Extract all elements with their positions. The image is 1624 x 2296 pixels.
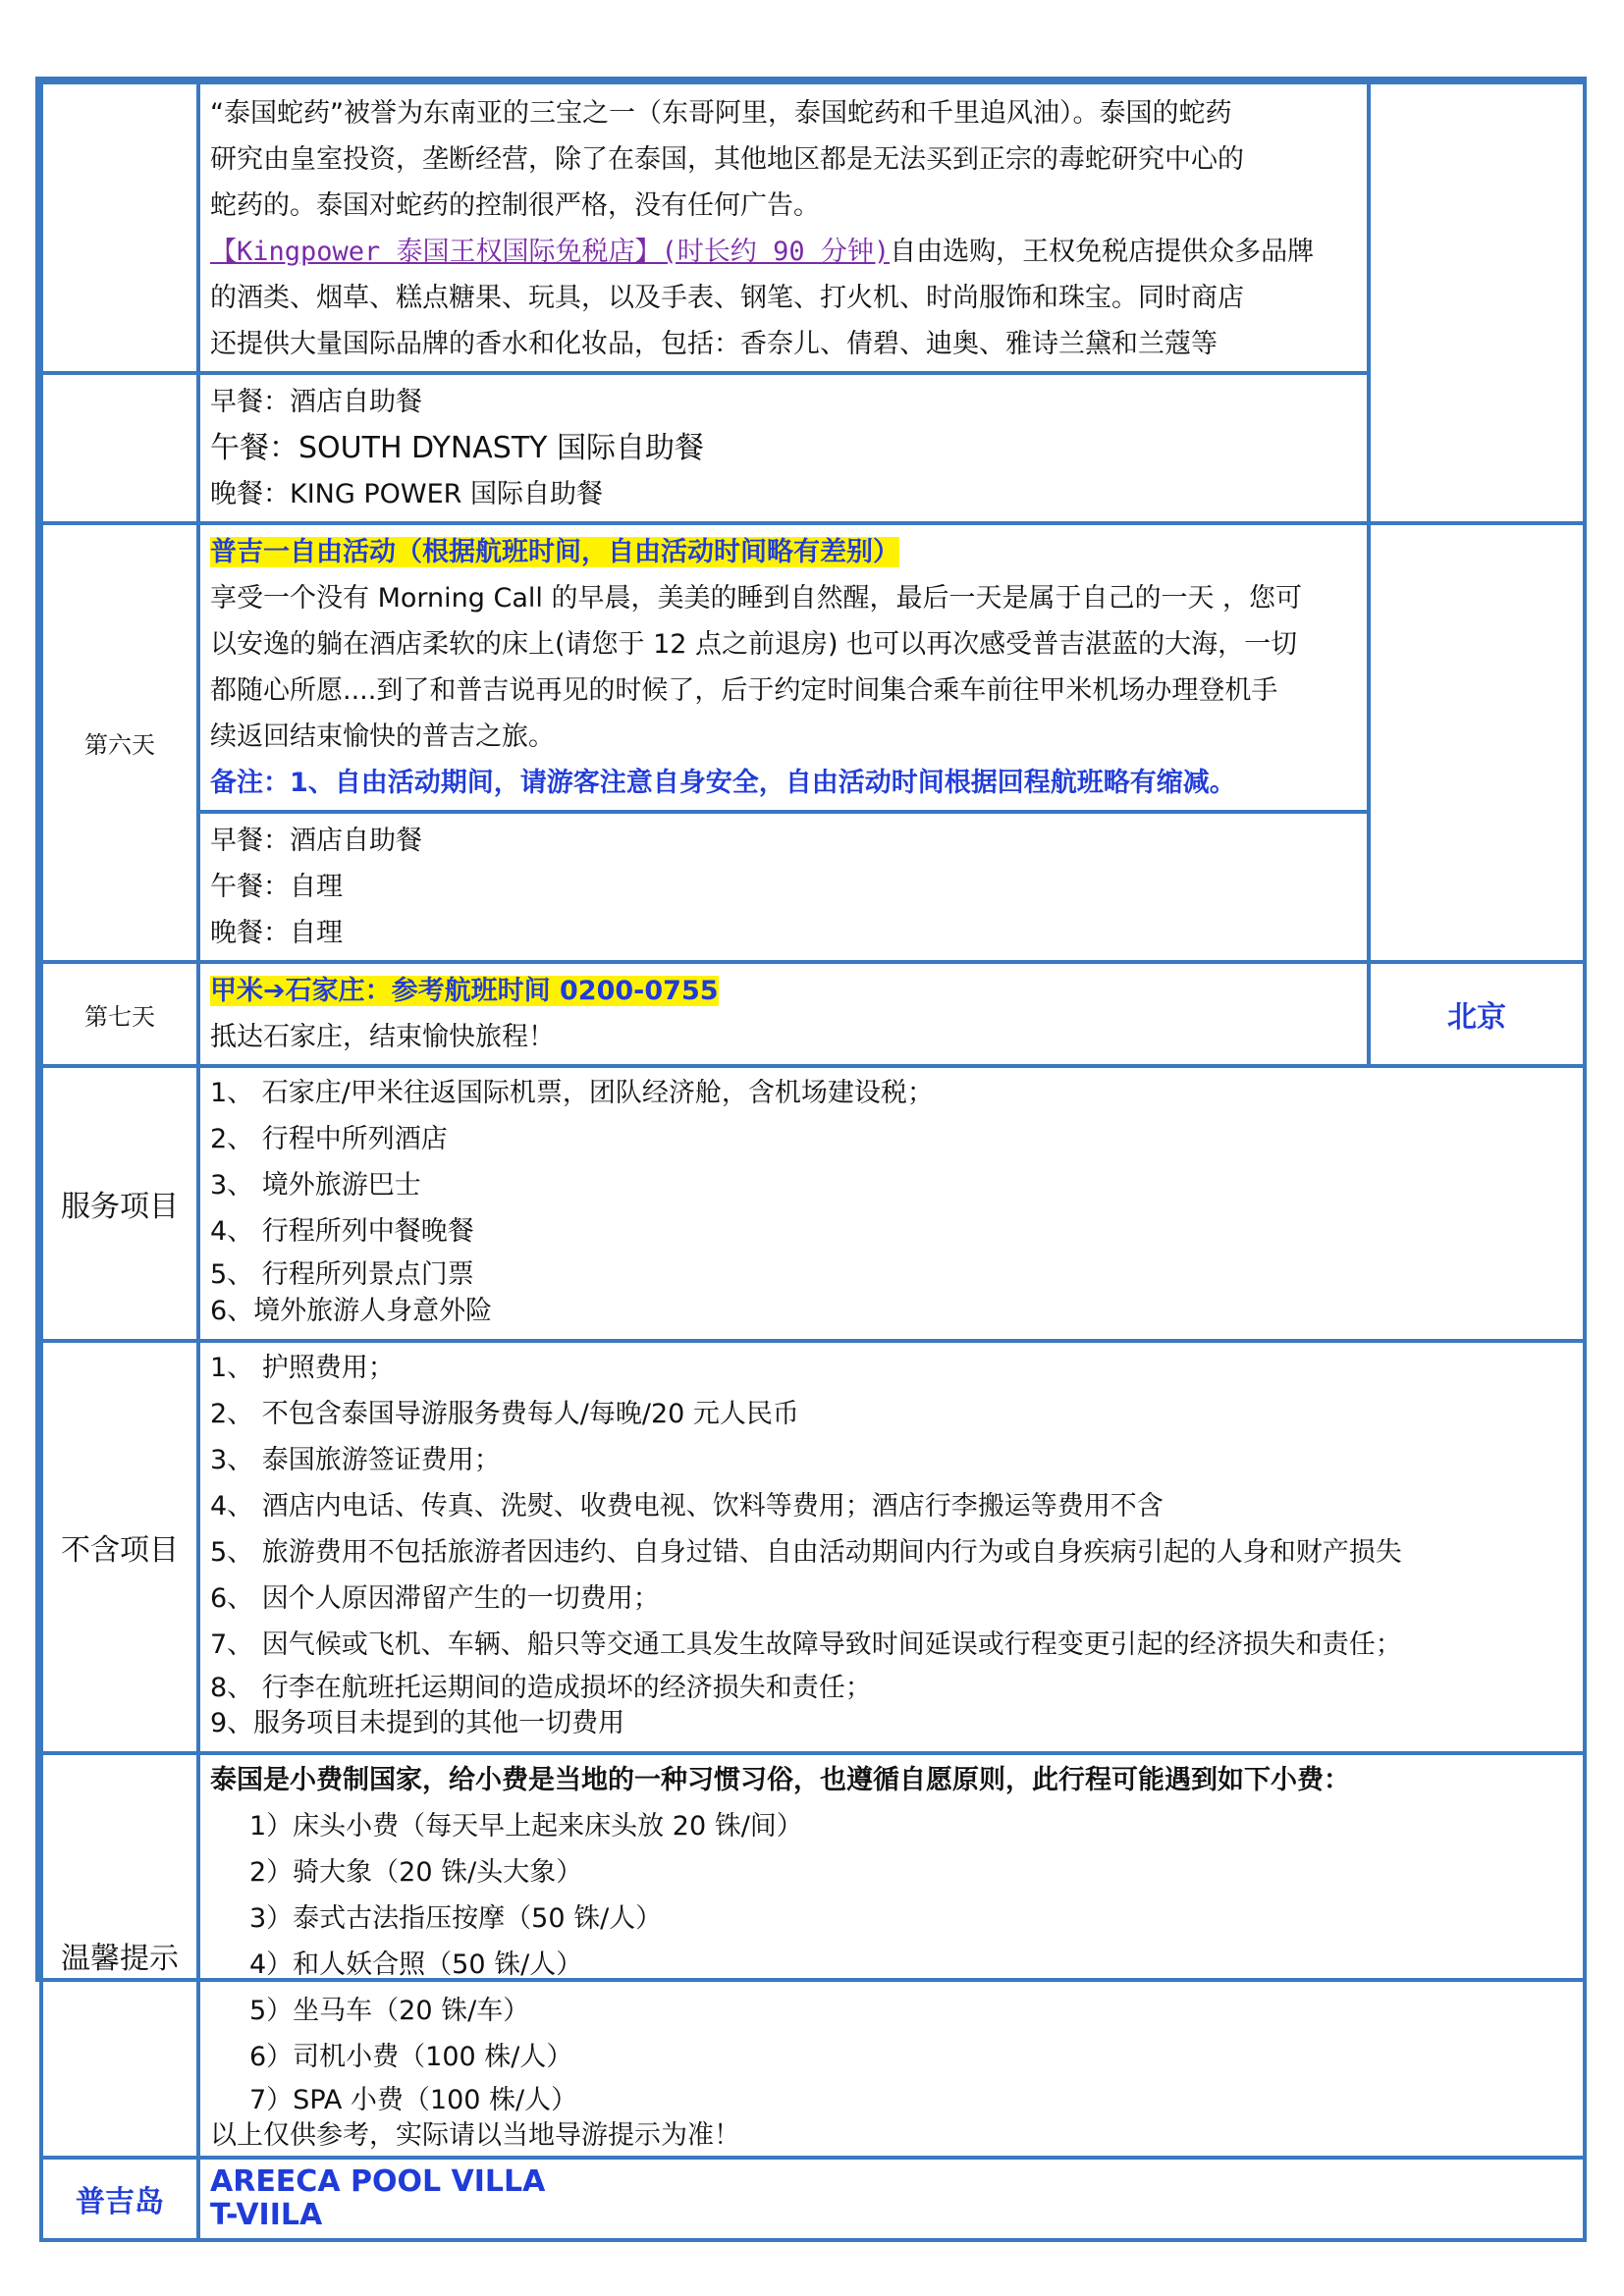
paragraph-line: 享受一个没有 Morning Call 的早晨，美美的睡到自然醒，最后一天是属于自己的一天 ，您可	[210, 583, 1303, 614]
tip-item: 1）床头小费（每天早上起来床头放 20 铢/间）	[249, 1811, 803, 1842]
tips-label: 温馨提示	[41, 1753, 198, 2158]
paragraph-line: “泰国蛇药”被誉为东南亚的三宝之一（东哥阿里，泰国蛇药和千里追风油）。泰国的蛇药	[210, 98, 1232, 129]
list-item: 3、 泰国旅游签证费用；	[210, 1445, 501, 1475]
city-cell-empty	[1369, 82, 1585, 523]
tip-item: 4）和人妖合照（50 铢/人）	[249, 1949, 583, 1980]
meal-lunch: 午餐：自理	[210, 872, 343, 902]
services-list	[198, 1066, 1585, 1341]
meal-lunch: 午餐：SOUTH DYNASTY 国际自助餐	[210, 431, 705, 465]
day7-title: 甲米➔石家庄：参考航班时间 0200-0755	[210, 976, 719, 1006]
itinerary-table	[35, 77, 1587, 2232]
list-item: 3、 境外旅游巴士	[210, 1170, 421, 1201]
hotel-names	[198, 2158, 1585, 2240]
meal-dinner: 晚餐：KING POWER 国际自助餐	[210, 479, 604, 509]
day6-description	[198, 523, 1369, 812]
list-item: 2、 行程中所列酒店	[210, 1124, 448, 1154]
meal-breakfast: 早餐：酒店自助餐	[210, 826, 422, 856]
day5-meals	[198, 373, 1369, 523]
list-item: 1、 护照费用；	[210, 1353, 395, 1383]
city-name: 北京	[1447, 1000, 1506, 1035]
tips-list	[198, 1753, 1585, 2158]
day5-description	[198, 82, 1369, 373]
hotel-name: T-VIILA	[210, 2198, 323, 2232]
day7-description	[198, 962, 1369, 1066]
excluded-label: 不含项目	[41, 1341, 198, 1753]
day7-city	[1369, 962, 1585, 1066]
tips-footer: 以上仅供参考，实际请以当地导游提示为准！	[210, 2120, 740, 2151]
list-item: 4、 行程所列中餐晚餐	[210, 1216, 474, 1247]
list-item: 5、 行程所列景点门票	[210, 1259, 474, 1290]
list-item: 5、 旅游费用不包括旅游者因违约、自身过错、自由活动期间内行为或自身疾病引起的人身和财产损失	[210, 1537, 1402, 1568]
city-cell-empty	[1369, 523, 1585, 962]
paragraph-line: 还提供大量国际品牌的香水和化妆品，包括：香奈儿、倩碧、迪奥、雅诗兰黛和兰蔻等	[210, 329, 1218, 359]
day6-title: 普吉一自由活动（根据航班时间，自由活动时间略有差别）	[210, 537, 899, 567]
list-item: 4、 酒店内电话、传真、洗熨、收费电视、饮料等费用；酒店行李搬运等费用不含	[210, 1491, 1164, 1522]
kingpower-desc: 自由选购，王权免税店提供众多品牌	[890, 237, 1315, 267]
list-item: 1、 石家庄/甲米往返国际机票，团队经济舱，含机场建设税；	[210, 1078, 934, 1108]
hotel-name: AREECA POOL VILLA	[210, 2164, 546, 2199]
meal-dinner: 晚餐：自理	[210, 918, 343, 948]
list-item: 2、 不包含泰国导游服务费每人/每晚/20 元人民币	[210, 1399, 799, 1429]
paragraph-line: 都随心所愿....到了和普吉说再见的时候了，后于约定时间集合乘车前往甲米机场办理登机手	[210, 675, 1278, 706]
paragraph-line: 以安逸的躺在酒店柔软的床上(请您于 12 点之前退房) 也可以再次感受普吉湛蓝的大海，一切	[210, 629, 1298, 660]
list-item: 8、 行李在航班托运期间的造成损坏的经济损失和责任；	[210, 1673, 872, 1703]
paragraph-line: 研究由皇室投资，垄断经营，除了在泰国，其他地区都是无法买到正宗的毒蛇研究中心的	[210, 144, 1244, 175]
tip-item: 3）泰式古法指压按摩（50 铢/人）	[249, 1903, 663, 1934]
list-item: 6、 因个人原因滞留产生的一切费用；	[210, 1583, 660, 1614]
day6-label: 第六天	[41, 523, 198, 962]
day7-line: 抵达石家庄，结束愉快旅程！	[210, 1022, 555, 1052]
day-label-empty	[41, 373, 198, 523]
list-item: 6、境外旅游人身意外险	[210, 1296, 493, 1326]
hotel-location-label: 普吉岛	[41, 2158, 198, 2240]
day6-note: 备注：1、自由活动期间，请游客注意自身安全，自由活动时间根据回程航班略有缩减。	[210, 768, 1236, 798]
list-item: 7、 因气候或飞机、车辆、船只等交通工具发生故障导致时间延误或行程变更引起的经济损失和责任；	[210, 1629, 1402, 1660]
day6-meals	[198, 812, 1369, 962]
services-label: 服务项目	[41, 1066, 198, 1341]
meal-breakfast: 早餐：酒店自助餐	[210, 387, 422, 417]
paragraph-line: 蛇药的。泰国对蛇药的控制很严格，没有任何广告。	[210, 190, 820, 221]
day-label-empty	[41, 82, 198, 373]
paragraph-line: 续返回结束愉快的普吉之旅。	[210, 721, 555, 752]
tips-intro: 泰国是小费制国家，给小费是当地的一种习惯习俗，也遵循自愿原则，此行程可能遇到如下小费：	[210, 1765, 1350, 1795]
kingpower-link[interactable]: 【Kingpower 泰国王权国际免税店】(时长约 90 分钟)	[210, 237, 891, 267]
tip-item: 6）司机小费（100 株/人）	[249, 2042, 573, 2072]
day7-label: 第七天	[41, 962, 198, 1066]
excluded-list	[198, 1341, 1585, 1753]
tip-item: 5）坐马车（20 铢/车）	[249, 1996, 530, 2026]
tip-item: 2）骑大象（20 铢/头大象）	[249, 1857, 583, 1888]
paragraph-line: 的酒类、烟草、糕点糖果、玩具，以及手表、钢笔、打火机、时尚服饰和珠宝。同时商店	[210, 283, 1244, 313]
list-item: 9、服务项目未提到的其他一切费用	[210, 1708, 625, 1738]
tip-item: 7）SPA 小费（100 株/人）	[249, 2085, 578, 2115]
